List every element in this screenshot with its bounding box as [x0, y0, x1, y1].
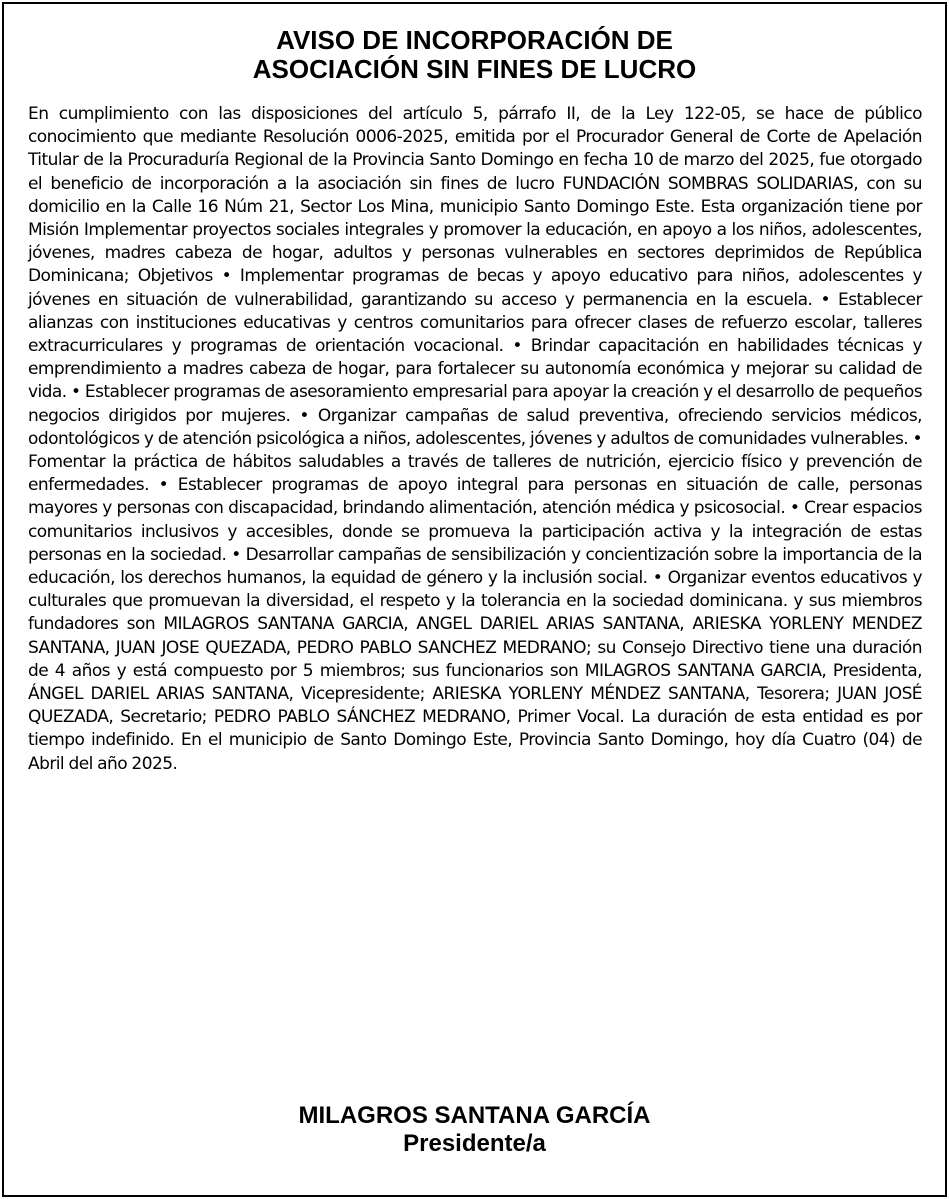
signatory-role: Presidente/a — [403, 1130, 546, 1157]
notice-frame — [2, 2, 947, 1197]
notice-title — [4, 26, 945, 84]
signature-block — [4, 1102, 945, 1158]
signatory-name: MILAGROS SANTANA GARCÍA — [298, 1102, 651, 1129]
title-line-2: ASOCIACIÓN SIN FINES DE LUCRO — [252, 54, 697, 84]
notice-body-text: En cumplimiento con las disposiciones del artículo 5, párrafo II, de la Ley 122-05, se hace de público conocimiento que mediante Resolución 0006-2025, emitida por el Procurador General de Corte de Apelación Titular de la Procuraduría Regional de la Provincia Santo Domingo en fecha 10 de marzo del 2025, fue otorgado el beneficio de incorporación a la asociación sin fines de lucro FUNDACIÓN SOMBRAS SOLIDARIAS, con su domicilio en la Calle 16 Núm 21, Sector Los Mina, municipio Santo Domingo Este. Esta organización tiene por Misión Implementar proyectos sociales integrales y promover la educación, en apoyo a los niños, adolescentes, jóvenes, madres cabeza de hogar, adultos y personas vulnerables en sectores deprimidos de República Dominicana; Objetivos • Implementar programas de becas y apoyo educativo para niños, adolescentes y jóvenes en situación de vulnerabilidad, garantizando su acceso y permanencia en la escuela. • Establecer alianzas con instituciones educativas y centros comunitarios para ofrecer clases de refuerzo escolar, talleres extracurriculares y programas de orientación vocacional. • Brindar capacitación en habilidades técnicas y emprendimiento a madres cabeza de hogar, para fortalecer su autonomía económica y mejorar su calidad de vida. • Establecer programas de asesoramiento empresarial para apoyar la creación y el desarrollo de pequeños negocios dirigidos por mujeres. • Organizar campañas de salud preventiva, ofreciendo servicios médicos, odontológicos y de atención psicológica a niños, adolescentes, jóvenes y adultos de comunidades vulnerables. • Fomentar la práctica de hábitos saludables a través de talleres de nutrición, ejercicio físico y prevención de enfermedades. • Establecer programas de apoyo integral para personas en situación de calle, personas mayores y personas con discapacidad, brindando alimentación, atención médica y psicosocial. • Crear espacios comunitarios inclusivos y accesibles, donde se promueva la participación activa y la integración de estas personas en la sociedad. • Desarrollar campañas de sensibilización y concientización sobre la importancia de la educación, los derechos humanos, la equidad de género y la inclusión social. • Organizar eventos educativos y culturales que promuevan la diversidad, el respeto y la tolerancia en la sociedad dominicana. y sus miembros fundadores son MILAGROS SANTANA GARCIA, ANGEL DARIEL ARIAS SANTANA, ARIESKA YORLENY MENDEZ SANTANA, JUAN JOSE QUEZADA, PEDRO PABLO SANCHEZ MEDRANO; su Consejo Directivo tiene una duración de 4 años y está compuesto por 5 miembros; sus funcionarios son MILAGROS SANTANA GARCIA, Presidenta, ÁNGEL DARIEL ARIAS SANTANA, Vicepresidente; ARIESKA YORLENY MÉNDEZ SANTANA, Tesorera; JUAN JOSÉ QUEZADA, Secretario; PEDRO PABLO SÁNCHEZ MEDRANO, Primer Vocal. La duración de esta entidad es por tiempo indefinido. En el municipio de Santo Domingo Este, Provincia Santo Domingo, hoy día Cuatro (04) de Abril del año 2025. — [28, 104, 922, 774]
title-line-1: AVISO DE INCORPORACIÓN DE — [276, 25, 673, 55]
